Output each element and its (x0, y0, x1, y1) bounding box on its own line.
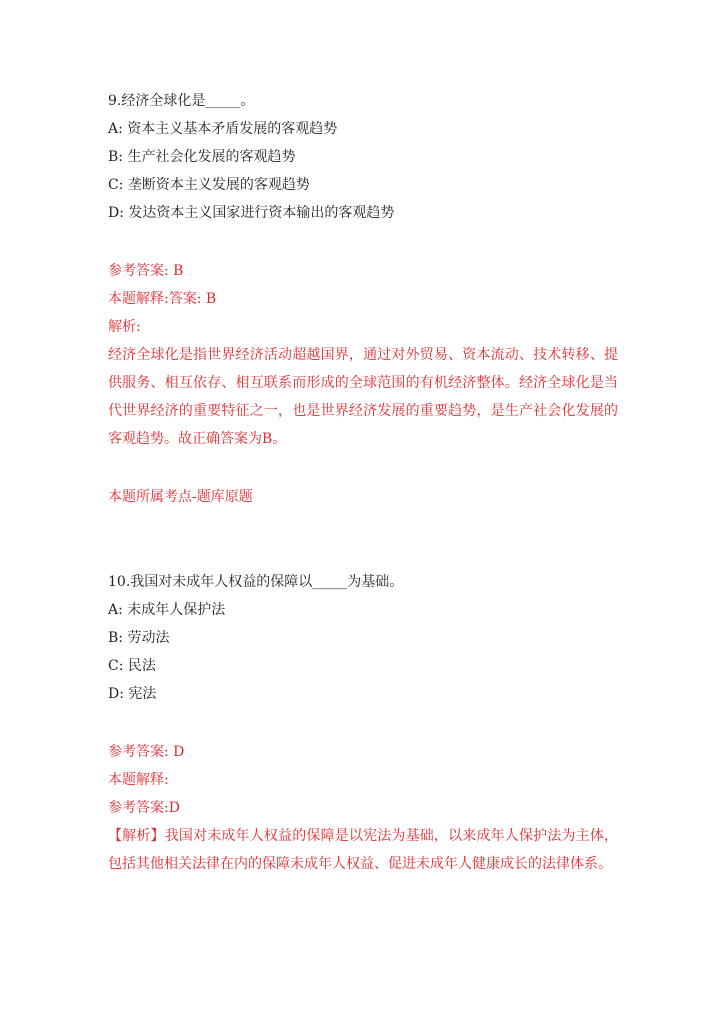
question-9-option-a: A: 资本主义基本矛盾发展的客观趋势 (108, 121, 338, 137)
question-9-source: 本题所属考点-题库原题 (108, 489, 253, 505)
question-10-explain-title: 本题解释: (108, 772, 169, 788)
question-10-option-d: D: 宪法 (108, 686, 157, 702)
question-10-option-a: A: 未成年人保护法 (108, 602, 226, 618)
question-9-explain-title: 本题解释:答案: B (108, 291, 217, 307)
question-10-analysis (108, 822, 618, 878)
question-10-analysis-text: 我国对未成年人权益的保障是以宪法为基础，以来成年人保护法为主体，包括其他相关法律在内的保障未成年人权益、促进未成年人健康成长的法律体系。 (108, 828, 618, 872)
question-9-analysis-text: 经济全球化是指世界经济活动超越国界，通过对外贸易、资本流动、技术转移、提供服务、相互依存、相互联系而形成的全球范围的有机经济整体。经济全球化是当代世界经济的重要特征之一，也是世界经济发展的重要趋势，是生产社会化发展的客观趋势。故正确答案为B。 (108, 347, 618, 447)
question-9-option-c: C: 垄断资本主义发展的客观趋势 (108, 177, 310, 193)
question-9-option-d: D: 发达资本主义国家进行资本输出的客观趋势 (108, 205, 395, 221)
question-10-answer-repeat: 参考答案:D (108, 800, 180, 816)
question-9-option-b: B: 生产社会化发展的客观趋势 (108, 149, 296, 165)
question-10-option-b: B: 劳动法 (108, 630, 170, 646)
question-9-stem: 9.经济全球化是_____。 (108, 93, 255, 109)
question-10-option-c: C: 民法 (108, 658, 156, 674)
question-9-analysis-label: 解析: (108, 319, 141, 335)
question-9-answer: 参考答案: B (108, 263, 184, 279)
question-10-answer: 参考答案: D (108, 744, 185, 760)
analysis-tag: 【解析】 (108, 828, 165, 844)
question-10-stem: 10.我国对未成年人权益的保障以_____为基础。 (108, 574, 404, 590)
